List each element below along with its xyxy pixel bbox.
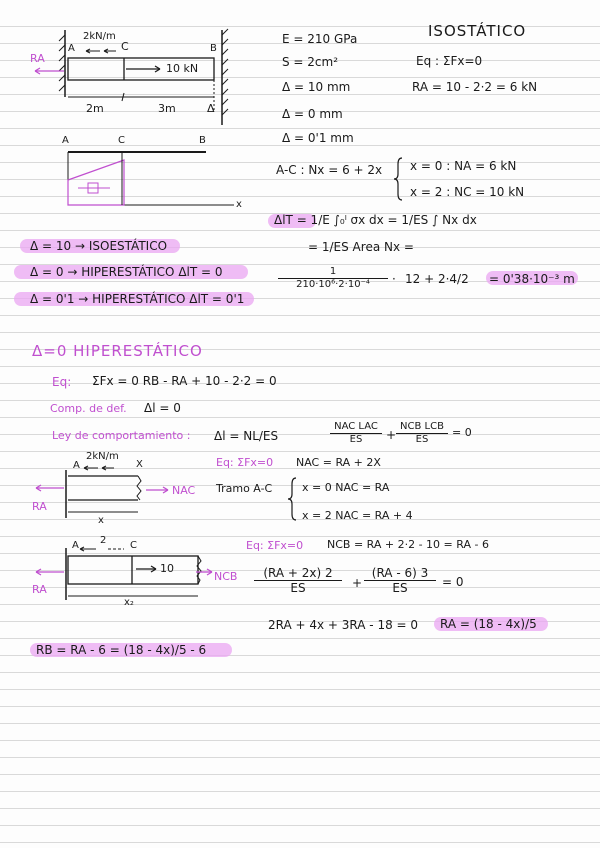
point-a-label: A [68,43,75,54]
diag4-ncb: NCB [214,570,238,583]
ncb-frac-1 [254,566,342,595]
nx-equation: A-C : Nx = 6 + 2x [276,163,383,177]
ncb-eq0: = 0 [442,575,464,589]
point-c-label: C [121,40,129,53]
section2-eq-body: ΣFx = 0 RB - RA + 10 - 2·2 = 0 [92,374,277,388]
comp-label: Comp. de def. [50,402,127,415]
delta-1: Δ = 10 mm [282,80,351,94]
diag4-point-c: C [130,540,137,551]
tramo-label: Tramo A-C [216,482,273,495]
delta-fraction-num: 1 [278,266,388,279]
length-1-label: 2m [86,102,104,115]
delta-2: Δ = 0 mm [282,107,343,121]
diag4-force: 10 [160,562,174,575]
ra-result: RA = (18 - 4x)/5 [440,617,537,631]
tramo-case-1: x = 0 NAC = RA [302,481,390,494]
ley-label: Ley de comportamiento : [52,429,191,442]
ncb-frac-2-num: (RA - 6) 3 [364,566,436,581]
diag2-point-b: B [199,135,206,146]
comp-body: Δl = 0 [144,401,181,415]
diag3-x: x [98,515,104,526]
ley-eq0: = 0 [452,426,472,439]
diag2-point-c: C [118,135,125,146]
e-value: E = 210 GPa [282,32,358,46]
section2-eq-label: Eq: [52,375,72,389]
gap-delta-label: Δ [207,102,215,115]
length-2-label: 3m [158,102,176,115]
delta-tail: 12 + 2·4/2 [405,272,469,286]
ley-frac-2-num: NCB LCB [396,421,448,434]
tramo-eq-body: NAC = RA + 2X [296,456,381,469]
ley-frac-1-den: ES [349,434,363,445]
delta-result: = 0'38·10⁻³ m [489,272,575,286]
diag2-axis-x: x [236,199,242,210]
diag4-x2: x₂ [124,597,134,608]
ley-plus: + [386,428,397,442]
delta-formula-1: ΔlT = 1/E ∫₀ˡ σx dx = 1/ES ∫ Nx dx [274,213,477,227]
ncb-line2: 2RA + 4x + 3RA - 18 = 0 [268,618,419,632]
load-label: 2kN/m [83,31,116,42]
ncb-frac-1-den: ES [290,581,306,595]
diag3-point-x: X [136,459,143,470]
ra-label: RA [30,52,45,65]
ncb-eq-body: NCB = RA + 2·2 - 10 = RA - 6 [327,538,489,551]
diag4-point-a: A [72,540,79,551]
delta-fraction-den: 210·10⁶·2·10⁻⁴ [296,279,370,290]
diag4-ra: RA [32,583,47,596]
ley-formula: Δl = NL/ES [214,429,279,443]
isostatic-title: ISOSTÁTICO [428,22,527,40]
case-hyper-0: Δ = 0 → HIPERESTÁTICO ΔlT = 0 [30,265,223,279]
section2-title: Δ=0 HIPERESTÁTICO [32,342,203,360]
delta-formula-2: = 1/ES Area Nx = [308,240,414,254]
case-x0: x = 0 : NA = 6 kN [410,159,517,173]
diag3-nac: NAC [172,484,196,497]
point-b-label: B [210,43,217,54]
diag3-load: 2kN/m [86,451,119,462]
case-isostatic: Δ = 10 → ISOESTÁTICO [30,239,168,253]
ley-frac-1-num: NAC LAC [330,421,382,434]
case-x2: x = 2 : NC = 10 kN [410,185,525,199]
eq-label: Eq : ΣFx=0 [416,54,483,68]
ncb-frac-1-num: (RA + 2x) 2 [254,566,342,581]
ncb-eq-purple: Eq: ΣFx=0 [246,539,304,552]
case-hyper-01: Δ = 0'1 → HIPERESTÁTICO ΔlT = 0'1 [30,292,245,306]
delta-dot: · [392,272,396,286]
diag2-point-a: A [62,135,69,146]
ncb-plus: + [352,576,363,590]
force-label: 10 kN [166,62,199,75]
diag3-point-a: A [73,460,80,471]
rb-result: RB = RA - 6 = (18 - 4x)/5 - 6 [36,643,207,657]
ncb-frac-2 [364,566,436,595]
ley-frac-2-den: ES [415,434,429,445]
s-value: S = 2cm² [282,55,339,69]
diag3-ra: RA [32,500,47,513]
diag4-load: 2 [100,535,107,546]
ncb-frac-2-den: ES [392,581,408,595]
delta-3: Δ = 0'1 mm [282,131,354,145]
tramo-case-2: x = 2 NAC = RA + 4 [302,509,413,522]
tramo-eq-purple: Eq: ΣFx=0 [216,456,274,469]
ra-calc: RA = 10 - 2·2 = 6 kN [412,80,538,94]
